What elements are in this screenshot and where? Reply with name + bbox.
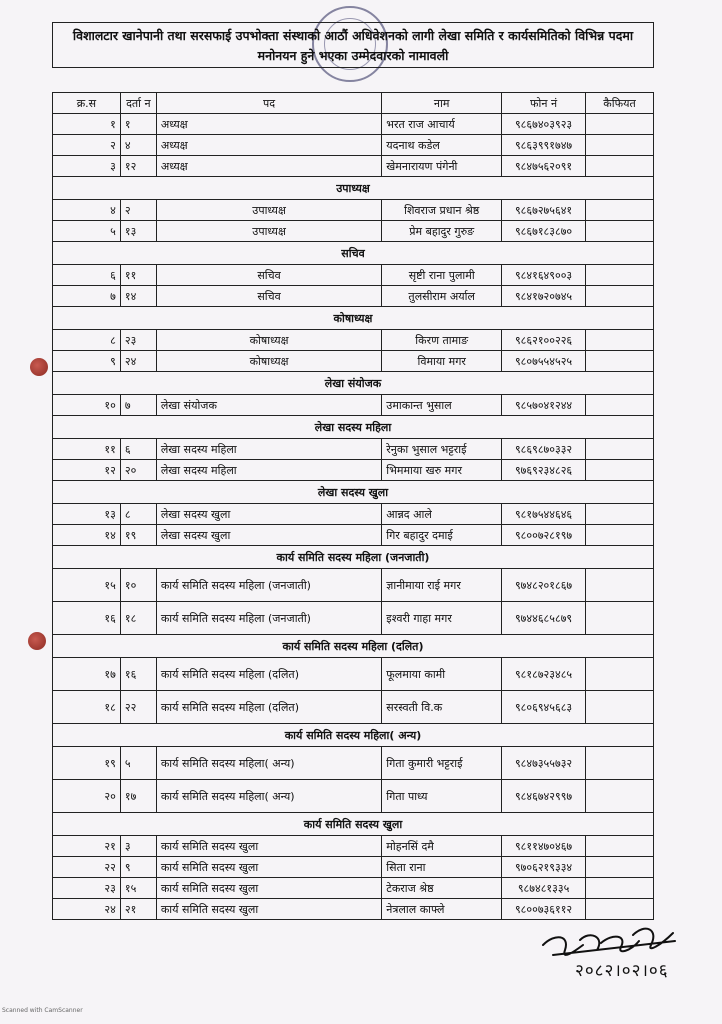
serial-number-cell: ७ <box>53 286 121 307</box>
serial-number-cell: २४ <box>53 899 121 920</box>
registration-number-cell: १४ <box>120 286 156 307</box>
post-cell: अध्यक्ष <box>156 135 381 156</box>
serial-number-cell: २२ <box>53 857 121 878</box>
table-row <box>53 114 654 135</box>
registration-number-cell: ७ <box>120 395 156 416</box>
table-row <box>53 602 654 635</box>
phone-cell: ९७४८२०१८६७ <box>502 569 586 602</box>
header-line-2: मनोनयन हुने भएका उम्मेदवारको नामावली <box>257 48 449 63</box>
name-cell: यदनाथ कडेल <box>382 135 502 156</box>
registration-number-cell: २ <box>120 200 156 221</box>
table-row <box>53 691 654 724</box>
section-heading-row <box>53 416 654 439</box>
phone-cell: ९८००७२८१९७ <box>502 525 586 546</box>
phone-cell: ९८११४७०४६७ <box>502 836 586 857</box>
remarks-cell <box>586 569 654 602</box>
remarks-cell <box>586 878 654 899</box>
section-heading-row <box>53 372 654 395</box>
section-heading: कार्य समिति सदस्य महिला (दलित) <box>53 635 654 658</box>
candidate-table <box>52 92 654 920</box>
registration-number-cell: १६ <box>120 658 156 691</box>
remarks-cell <box>586 747 654 780</box>
post-cell: कार्य समिति सदस्य खुला <box>156 899 381 920</box>
section-heading: लेखा संयोजक <box>53 372 654 395</box>
registration-number-cell: १ <box>120 114 156 135</box>
table-row <box>53 857 654 878</box>
phone-cell: ९८६७१८३८७० <box>502 221 586 242</box>
post-cell: कोषाध्यक्ष <box>156 330 381 351</box>
phone-cell: ९८४६७४२९९७ <box>502 780 586 813</box>
post-cell: कार्य समिति सदस्य महिला (जनजाती) <box>156 602 381 635</box>
signature-date: २०८२।०२।०६ <box>575 961 669 981</box>
phone-cell: ९८००७३६११२ <box>502 899 586 920</box>
name-cell: गिर बहादुर दमाई <box>382 525 502 546</box>
remarks-cell <box>586 265 654 286</box>
registration-number-cell: १९ <box>120 525 156 546</box>
registration-number-cell: २३ <box>120 330 156 351</box>
serial-number-cell: २० <box>53 780 121 813</box>
phone-cell: ९८४७३५५७३२ <box>502 747 586 780</box>
table-row <box>53 221 654 242</box>
table-row <box>53 265 654 286</box>
col-header-post: पद <box>156 93 381 114</box>
registration-number-cell: ९ <box>120 857 156 878</box>
remarks-cell <box>586 351 654 372</box>
phone-cell: ९८६७२७५६४१ <box>502 200 586 221</box>
registration-number-cell: ११ <box>120 265 156 286</box>
remarks-cell <box>586 439 654 460</box>
serial-number-cell: १९ <box>53 747 121 780</box>
serial-number-cell: १२ <box>53 460 121 481</box>
registration-number-cell: १५ <box>120 878 156 899</box>
table-row <box>53 156 654 177</box>
phone-cell: ९८७४८१३३५ <box>502 878 586 899</box>
name-cell: खेमनारायण पंगेनी <box>382 156 502 177</box>
post-cell: कार्य समिति सदस्य खुला <box>156 836 381 857</box>
serial-number-cell: ५ <box>53 221 121 242</box>
registration-number-cell: १७ <box>120 780 156 813</box>
scanner-watermark: Scanned with CamScanner <box>2 1007 83 1014</box>
section-heading-row <box>53 177 654 200</box>
post-cell: अध्यक्ष <box>156 114 381 135</box>
post-cell: कोषाध्यक्ष <box>156 351 381 372</box>
post-cell: उपाध्यक्ष <box>156 221 381 242</box>
section-heading: लेखा सदस्य खुला <box>53 481 654 504</box>
remarks-cell <box>586 691 654 724</box>
post-cell: अध्यक्ष <box>156 156 381 177</box>
registration-number-cell: २१ <box>120 899 156 920</box>
serial-number-cell: २१ <box>53 836 121 857</box>
col-header-remarks: कैफियत <box>586 93 654 114</box>
name-cell: मोहनसिं दमै <box>382 836 502 857</box>
phone-cell: ९८६७४०३९२३ <box>502 114 586 135</box>
serial-number-cell: १४ <box>53 525 121 546</box>
serial-number-cell: १० <box>53 395 121 416</box>
table-row <box>53 330 654 351</box>
phone-cell: ९८०६९४५६८३ <box>502 691 586 724</box>
section-heading: कोषाध्यक्ष <box>53 307 654 330</box>
table-row <box>53 351 654 372</box>
serial-number-cell: १३ <box>53 504 121 525</box>
post-cell: उपाध्यक्ष <box>156 200 381 221</box>
col-header-reg: दर्ता न <box>120 93 156 114</box>
post-cell: लेखा सदस्य खुला <box>156 504 381 525</box>
name-cell: प्रेम बहादुर गुरुङ <box>382 221 502 242</box>
registration-number-cell: २० <box>120 460 156 481</box>
remarks-cell <box>586 114 654 135</box>
phone-cell: ९८०७५५४५२५ <box>502 351 586 372</box>
remarks-cell <box>586 135 654 156</box>
name-cell: विमाया मगर <box>382 351 502 372</box>
section-heading: कार्य समिति सदस्य महिला( अन्य) <box>53 724 654 747</box>
col-header-name: नाम <box>382 93 502 114</box>
header-line-1: विशालटार खानेपानी तथा सरसफाई उपभोक्ता संस्थाको आठौं अधिवेशनको लागी लेखा समिति र कार्यसमितिको विभिन्न पदमा <box>72 28 634 43</box>
name-cell: टेकराज श्रेष्ठ <box>382 878 502 899</box>
phone-cell: ९७४४६८५८७९ <box>502 602 586 635</box>
name-cell: भरत राज आचार्य <box>382 114 502 135</box>
name-cell: सरस्वती वि.क <box>382 691 502 724</box>
serial-number-cell: २३ <box>53 878 121 899</box>
phone-cell: ९७६९२३४८२६ <box>502 460 586 481</box>
serial-number-cell: ४ <box>53 200 121 221</box>
post-cell: कार्य समिति सदस्य खुला <box>156 878 381 899</box>
registration-number-cell: ६ <box>120 439 156 460</box>
name-cell: रेनुका भुसाल भट्टराई <box>382 439 502 460</box>
table-row <box>53 569 654 602</box>
table-row <box>53 286 654 307</box>
name-cell: इश्वरी गाहा मगर <box>382 602 502 635</box>
section-heading: उपाध्यक्ष <box>53 177 654 200</box>
remarks-cell <box>586 395 654 416</box>
table-row <box>53 878 654 899</box>
name-cell: गिता कुमारी भट्टराई <box>382 747 502 780</box>
phone-cell: ९८६२१००२२६ <box>502 330 586 351</box>
punch-hole-mark <box>30 358 48 376</box>
serial-number-cell: ११ <box>53 439 121 460</box>
section-heading-row <box>53 481 654 504</box>
serial-number-cell: ९ <box>53 351 121 372</box>
name-cell: भिममाया खरु मगर <box>382 460 502 481</box>
post-cell: लेखा सदस्य खुला <box>156 525 381 546</box>
phone-cell: ९८६९८७०३३२ <box>502 439 586 460</box>
section-heading-row <box>53 813 654 836</box>
registration-number-cell: १८ <box>120 602 156 635</box>
post-cell: कार्य समिति सदस्य खुला <box>156 857 381 878</box>
section-heading: सचिव <box>53 242 654 265</box>
registration-number-cell: ४ <box>120 135 156 156</box>
registration-number-cell: १३ <box>120 221 156 242</box>
phone-cell: ९८४१६४९००३ <box>502 265 586 286</box>
table-row <box>53 780 654 813</box>
phone-cell: ९८४१७२०७४५ <box>502 286 586 307</box>
post-cell: सचिव <box>156 265 381 286</box>
remarks-cell <box>586 460 654 481</box>
serial-number-cell: ८ <box>53 330 121 351</box>
registration-number-cell: ८ <box>120 504 156 525</box>
name-cell: आन्नद आले <box>382 504 502 525</box>
post-cell: लेखा सदस्य महिला <box>156 439 381 460</box>
table-row <box>53 504 654 525</box>
post-cell: कार्य समिति सदस्य महिला( अन्य) <box>156 747 381 780</box>
registration-number-cell: १२ <box>120 156 156 177</box>
table-row <box>53 525 654 546</box>
registration-number-cell: ३ <box>120 836 156 857</box>
post-cell: लेखा सदस्य महिला <box>156 460 381 481</box>
table-row <box>53 658 654 691</box>
table-row <box>53 460 654 481</box>
table-row <box>53 135 654 156</box>
phone-cell: ९८६३९९१७४७ <box>502 135 586 156</box>
registration-number-cell: ५ <box>120 747 156 780</box>
name-cell: ज्ञानीमाया राई मगर <box>382 569 502 602</box>
serial-number-cell: १६ <box>53 602 121 635</box>
post-cell: कार्य समिति सदस्य महिला( अन्य) <box>156 780 381 813</box>
table-row <box>53 200 654 221</box>
remarks-cell <box>586 221 654 242</box>
table-row <box>53 439 654 460</box>
post-cell: कार्य समिति सदस्य महिला (जनजाती) <box>156 569 381 602</box>
section-heading-row <box>53 307 654 330</box>
name-cell: उमाकान्त भुसाल <box>382 395 502 416</box>
remarks-cell <box>586 286 654 307</box>
punch-hole-mark <box>28 632 46 650</box>
section-heading: कार्य समिति सदस्य महिला (जनजाती) <box>53 546 654 569</box>
name-cell: तुलसीराम अर्याल <box>382 286 502 307</box>
section-heading-row <box>53 546 654 569</box>
phone-cell: ९८१७५४४६४६ <box>502 504 586 525</box>
serial-number-cell: ६ <box>53 265 121 286</box>
name-cell: सिता राना <box>382 857 502 878</box>
remarks-cell <box>586 857 654 878</box>
section-heading-row <box>53 635 654 658</box>
serial-number-cell: ३ <box>53 156 121 177</box>
registration-number-cell: १० <box>120 569 156 602</box>
remarks-cell <box>586 330 654 351</box>
post-cell: कार्य समिति सदस्य महिला (दलित) <box>156 658 381 691</box>
registration-number-cell: २२ <box>120 691 156 724</box>
serial-number-cell: १७ <box>53 658 121 691</box>
section-heading-row <box>53 724 654 747</box>
phone-cell: ९८५७०४१२४४ <box>502 395 586 416</box>
remarks-cell <box>586 504 654 525</box>
post-cell: लेखा संयोजक <box>156 395 381 416</box>
document-header <box>52 22 654 68</box>
name-cell: नेत्रलाल काफ्ले <box>382 899 502 920</box>
registration-number-cell: २४ <box>120 351 156 372</box>
remarks-cell <box>586 658 654 691</box>
serial-number-cell: १ <box>53 114 121 135</box>
remarks-cell <box>586 156 654 177</box>
section-heading: लेखा सदस्य महिला <box>53 416 654 439</box>
remarks-cell <box>586 602 654 635</box>
remarks-cell <box>586 836 654 857</box>
section-heading-row <box>53 242 654 265</box>
phone-cell: ९७०६२१९३३४ <box>502 857 586 878</box>
name-cell: गिता पाध्य <box>382 780 502 813</box>
table-row <box>53 395 654 416</box>
table-row <box>53 747 654 780</box>
post-cell: सचिव <box>156 286 381 307</box>
table-header-row <box>53 93 654 114</box>
post-cell: कार्य समिति सदस्य महिला (दलित) <box>156 691 381 724</box>
serial-number-cell: १५ <box>53 569 121 602</box>
col-header-sn: क्र.स <box>53 93 121 114</box>
table-row <box>53 836 654 857</box>
phone-cell: ९८४७५६२०९१ <box>502 156 586 177</box>
remarks-cell <box>586 780 654 813</box>
section-heading: कार्य समिति सदस्य खुला <box>53 813 654 836</box>
serial-number-cell: १८ <box>53 691 121 724</box>
remarks-cell <box>586 200 654 221</box>
serial-number-cell: २ <box>53 135 121 156</box>
remarks-cell <box>586 525 654 546</box>
name-cell: किरण तामाङ <box>382 330 502 351</box>
phone-cell: ९८१८७२३४८५ <box>502 658 586 691</box>
name-cell: शिवराज प्रधान श्रेष्ठ <box>382 200 502 221</box>
name-cell: फूलमाया कामी <box>382 658 502 691</box>
col-header-phone: फोन नं <box>502 93 586 114</box>
name-cell: सृष्टी राना पुलामी <box>382 265 502 286</box>
